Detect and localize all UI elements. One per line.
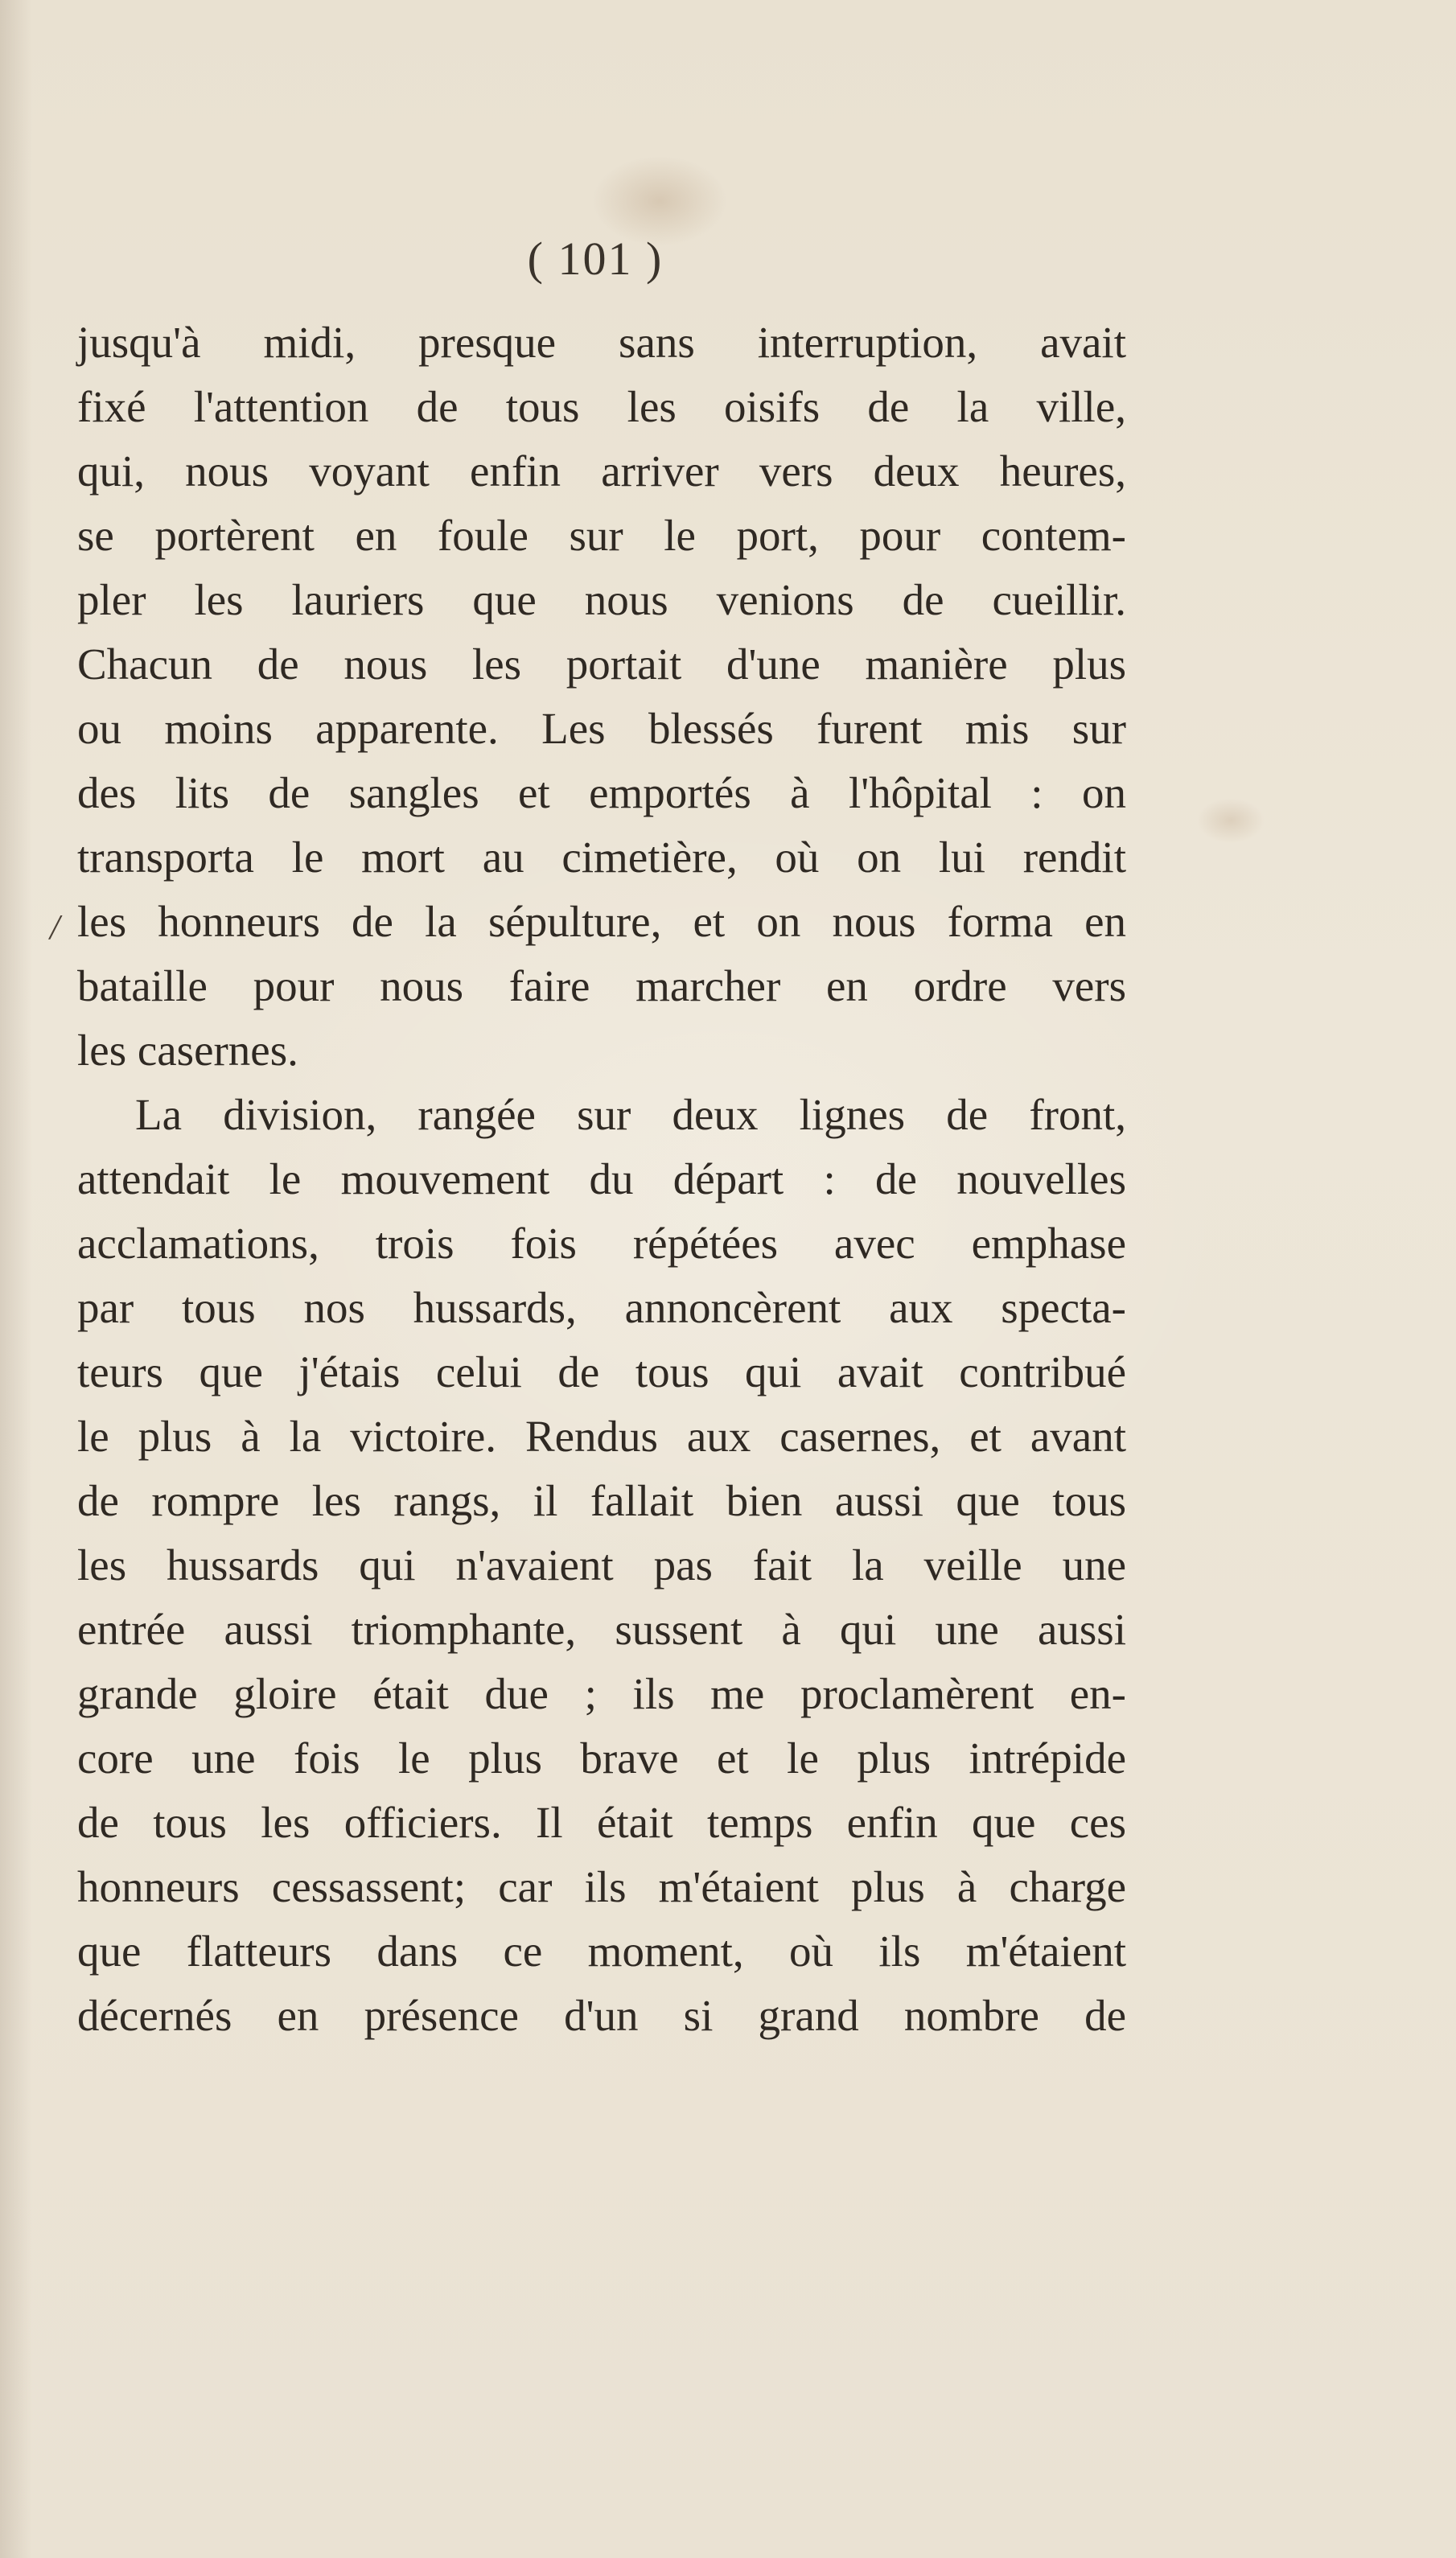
text-line: qui, nous voyant enfin arriver vers deux heures, [77, 446, 1126, 496]
text-line: ou moins apparente. Les blessés furent mis sur [77, 704, 1126, 753]
text-line: les honneurs de la sépulture, et on nous forma en [77, 897, 1126, 946]
text-line: grande gloire était due ; ils me proclamèrent en- [77, 1669, 1126, 1718]
text-line: attendait le mouvement du départ : de nouvelles [77, 1154, 1126, 1203]
text-line: se portèrent en foule sur le port, pour contem- [77, 511, 1126, 560]
text-line: par tous nos hussards, annoncèrent aux specta- [77, 1283, 1126, 1332]
text-line: fixé l'attention de tous les oisifs de la ville, [77, 382, 1126, 431]
margin-mark: / [50, 907, 60, 947]
text-line: de tous les officiers. Il était temps enfin que ces [77, 1798, 1126, 1847]
text-line: teurs que j'étais celui de tous qui avait contribué [77, 1347, 1126, 1396]
page-gutter-shadow [0, 0, 32, 2558]
body-text [77, 310, 1126, 2048]
text-line: que flatteurs dans ce moment, où ils m'étaient [77, 1927, 1126, 1976]
text-line: bataille pour nous faire marcher en ordre vers [77, 961, 1126, 1010]
text-line: transporta le mort au cimetière, où on lui rendit [77, 833, 1126, 882]
text-line: honneurs cessassent; car ils m'étaient plus à charge [77, 1862, 1126, 1911]
text-line: des lits de sangles et emportés à l'hôpital : on [77, 768, 1126, 817]
text-line: les hussards qui n'avaient pas fait la veille une [77, 1540, 1126, 1589]
text-line: entrée aussi triomphante, sussent à qui une aussi [77, 1605, 1126, 1654]
paragraph-start-line: La division, rangée sur deux lignes de front, [135, 1090, 1126, 1139]
text-line: jusqu'à midi, presque sans interruption, avait [77, 318, 1126, 367]
text-line: pler les lauriers que nous venions de cueillir. [77, 575, 1126, 624]
page-number: ( 101 ) [527, 232, 664, 285]
text-line: les casernes. [77, 1026, 298, 1075]
text-line: core une fois le plus brave et le plus intrépide [77, 1733, 1126, 1783]
text-line: de rompre les rangs, il fallait bien aussi que tous [77, 1476, 1126, 1525]
text-line: acclamations, trois fois répétées avec emphase [77, 1219, 1126, 1268]
text-line: décernés en présence d'un si grand nombre de [77, 1991, 1126, 2040]
text-line: le plus à la victoire. Rendus aux casernes, et avant [77, 1412, 1126, 1461]
text-line: Chacun de nous les portait d'une manière plus [77, 640, 1126, 689]
